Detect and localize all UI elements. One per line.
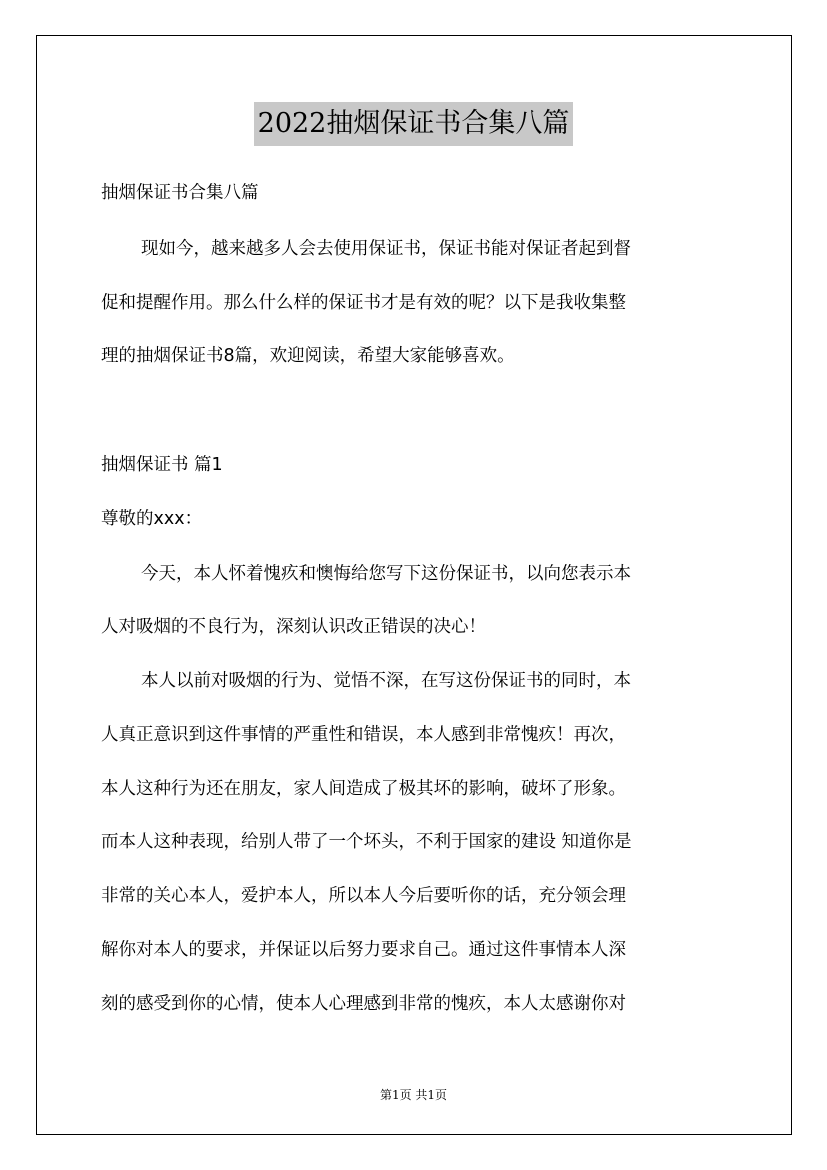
intro-line: 促和提醒作用。那么什么样的保证书才是有效的呢？以下是我收集整 bbox=[101, 293, 626, 313]
intro-line: 现如今，越来越多人会去使用保证书，保证书能对保证者起到督 bbox=[141, 239, 631, 259]
document-title: 2022抽烟保证书合集八篇 bbox=[254, 102, 574, 146]
paragraph-line: 人真正意识到这件事情的严重性和错误，本人感到非常愧疚！再次， bbox=[101, 725, 626, 745]
paragraph-line: 解你对本人的要求，并保证以后努力要求自己。通过这件事情本人深 bbox=[101, 940, 626, 960]
title-container bbox=[0, 102, 827, 146]
paragraph-line: 刻的感受到你的心情，使本人心理感到非常的愧疚，本人太感谢你对 bbox=[101, 994, 626, 1014]
paragraph-line: 本人这种行为还在朋友，家人间造成了极其坏的影响，破坏了形象。 bbox=[101, 779, 626, 799]
intro-line: 理的抽烟保证书8篇，欢迎阅读，希望大家能够喜欢。 bbox=[101, 346, 515, 366]
section-heading: 抽烟保证书 篇1 bbox=[101, 455, 223, 475]
subtitle: 抽烟保证书合集八篇 bbox=[101, 183, 259, 203]
paragraph-line: 而本人这种表现，给别人带了一个坏头，不利于国家的建设 知道你是 bbox=[101, 832, 632, 852]
paragraph-line: 人对吸烟的不良行为，深刻认识改正错误的决心！ bbox=[101, 617, 486, 637]
salutation: 尊敬的xxx： bbox=[101, 509, 203, 529]
paragraph-line: 本人以前对吸烟的行为、觉悟不深，在写这份保证书的同时，本 bbox=[141, 671, 631, 691]
paragraph-line: 非常的关心本人，爱护本人，所以本人今后要听你的话，充分领会理 bbox=[101, 886, 626, 906]
paragraph-line: 今天，本人怀着愧疚和懊悔给您写下这份保证书，以向您表示本 bbox=[141, 564, 631, 584]
page-footer: 第1页 共1页 bbox=[379, 1088, 448, 1102]
